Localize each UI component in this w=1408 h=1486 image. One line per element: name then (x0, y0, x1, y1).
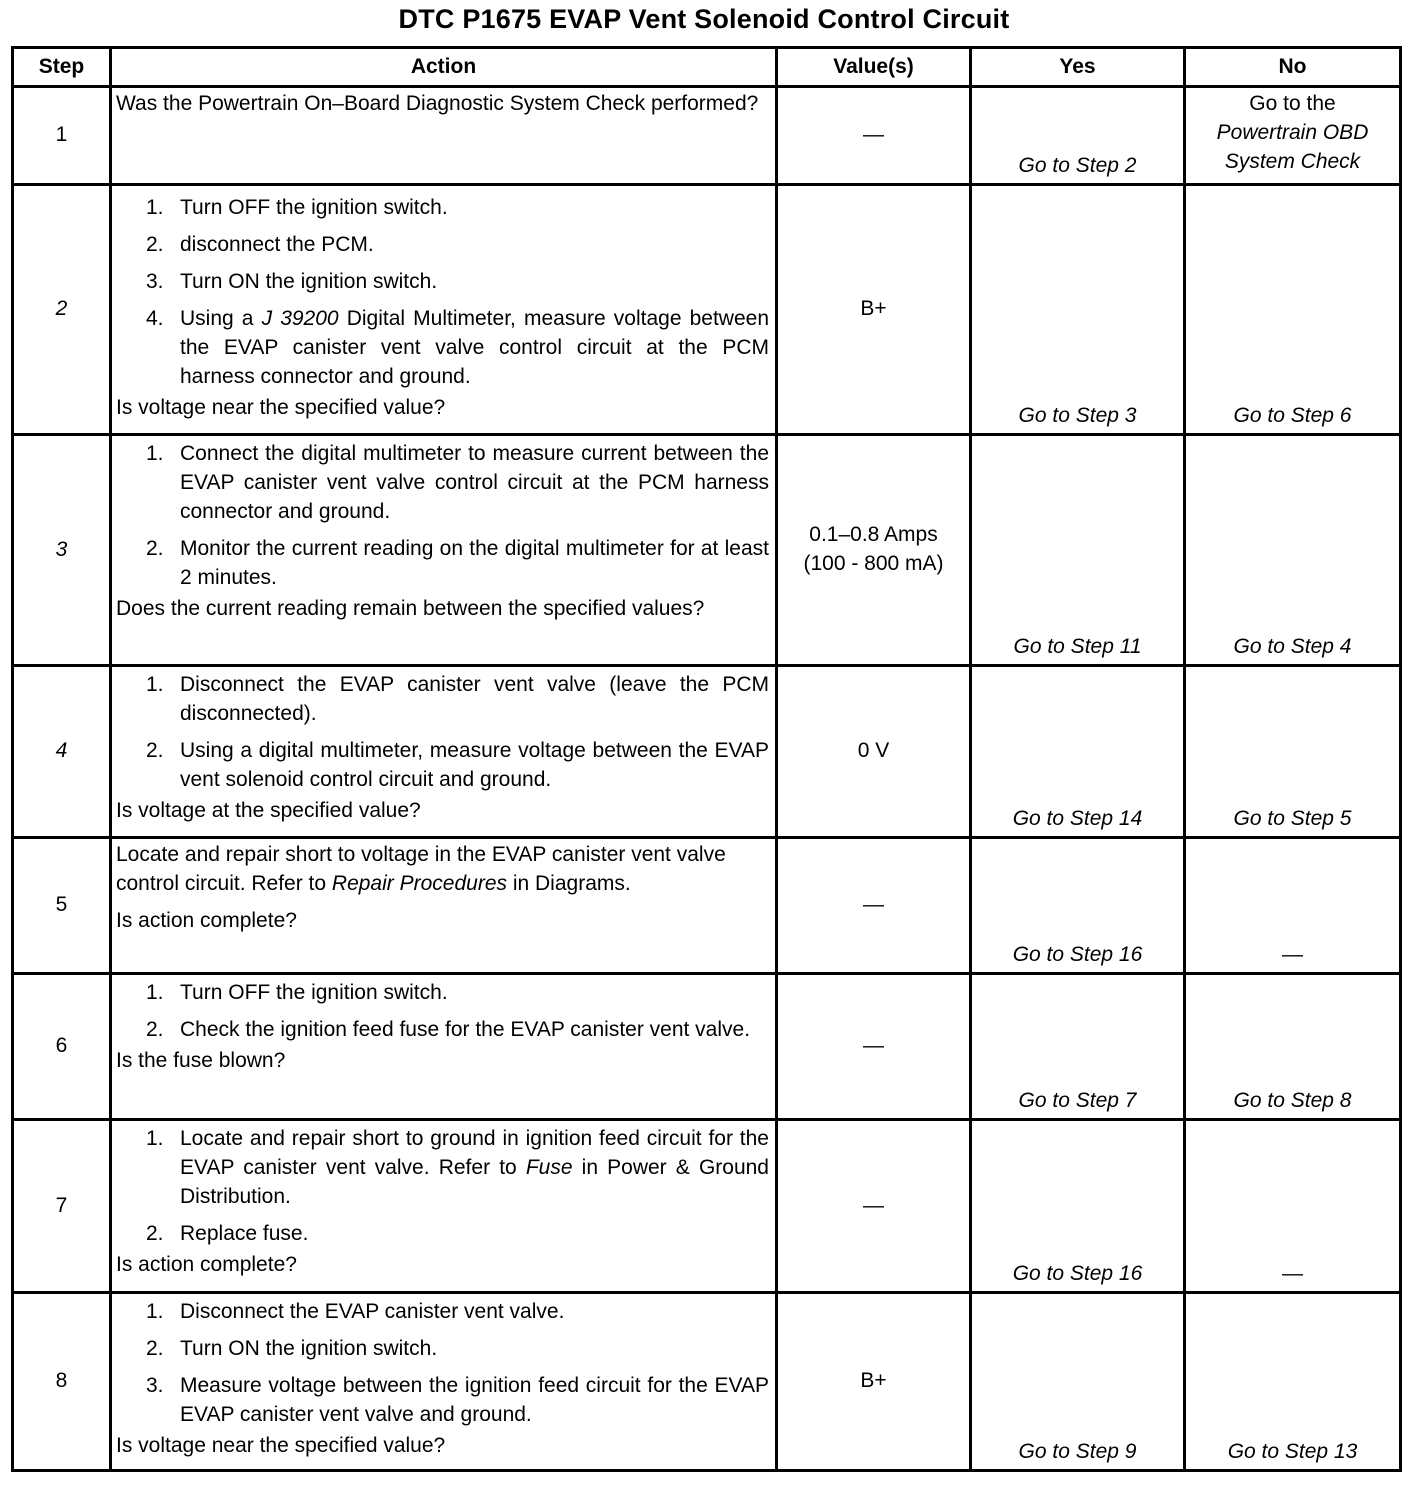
action-cell (111, 974, 777, 1120)
yes-cell: Go to Step 16 (971, 1120, 1185, 1293)
action-step: 2. Turn ON the ignition switch. (146, 1336, 438, 1360)
action-step: 2. Check the ignition feed fuse for the EVAP canister vent valve. (146, 1017, 751, 1041)
question-text: Is voltage at the specified value? (116, 798, 421, 822)
no-cell: Go to Step 5 (1185, 666, 1401, 838)
value-cell: — (777, 87, 971, 185)
action-step: 2. Replace fuse. (146, 1221, 309, 1245)
header-step: Step (13, 48, 111, 87)
action-step: 1. Turn OFF the ignition switch. (146, 196, 448, 219)
value-cell: B+ (777, 1293, 971, 1471)
step-number: 7 (13, 1120, 111, 1293)
action-step: 1. Disconnect the EVAP canister vent valve. (146, 1300, 565, 1323)
yes-cell: Go to Step 2 (971, 87, 1185, 185)
action-cell (111, 666, 777, 838)
no-line: Go to the (1249, 92, 1336, 115)
action-step: 2. Using a digital multimeter, measure voltage between the EVAP vent solenoid control circuit and ground. (146, 738, 769, 791)
action-step: 4. Using a J 39200 Digital Multimeter, measure voltage between the EVAP canister vent valve control circuit at the PCM harness connector and ground. (146, 306, 770, 388)
no-cell: Go to Step 8 (1185, 974, 1401, 1120)
question-text: Is the fuse blown? (116, 1048, 286, 1072)
value-cell: 0 V (777, 666, 971, 838)
action-cell (111, 1120, 777, 1293)
yes-cell: Go to Step 3 (971, 185, 1185, 435)
table-row (13, 1293, 1401, 1471)
header-yes: Yes (971, 48, 1185, 87)
yes-cell: Go to Step 9 (971, 1293, 1185, 1471)
header-values: Value(s) (777, 48, 971, 87)
action-cell (111, 838, 777, 974)
step-number: 1 (13, 87, 111, 185)
question-text: Is voltage near the specified value? (116, 395, 446, 419)
step-number: 2 (13, 185, 111, 435)
header-no: No (1185, 48, 1401, 87)
table-row (13, 185, 1401, 435)
value-cell: — (777, 838, 971, 974)
step-number: 8 (13, 1293, 111, 1471)
table-row (13, 838, 1401, 974)
no-cell (1185, 87, 1401, 185)
diagnostic-table (11, 46, 1402, 1472)
action-cell (111, 185, 777, 435)
table-row (13, 1120, 1401, 1293)
action-step: 1. Connect the digital multimeter to measure current between the EVAP canister vent valve control circuit at the PCM harness connector and ground. (146, 442, 769, 523)
table-row (13, 87, 1401, 185)
action-cell (111, 1293, 777, 1471)
action-step: 1. Disconnect the EVAP canister vent valve (leave the PCM disconnected). (146, 673, 769, 725)
table-row (13, 974, 1401, 1120)
action-step: 3. Measure voltage between the ignition feed circuit for the EVAP EVAP canister vent valve and ground. (146, 1373, 769, 1426)
table-row (13, 435, 1401, 666)
action-step: 2. disconnect the PCM. (146, 232, 374, 256)
no-line: Powertrain OBD (1216, 120, 1369, 144)
action-text: Locate and repair short to voltage in the EVAP canister vent valve control circuit. Refer to Repair Procedures in Diagrams. (116, 843, 726, 895)
header-row (13, 48, 1401, 87)
action-cell (111, 435, 777, 666)
question-text: Is action complete? (116, 908, 297, 932)
no-cell: — (1185, 1120, 1401, 1293)
no-cell: Go to Step 6 (1185, 185, 1401, 435)
question-text: Is action complete? (116, 1252, 297, 1276)
no-cell: Go to Step 4 (1185, 435, 1401, 666)
action-step: 1. Locate and repair short to ground in ignition feed circuit for the EVAP canister vent valve. Refer to Fuse in Power & Ground Distribution. (146, 1127, 769, 1208)
question-text: Is voltage near the specified value? (116, 1433, 446, 1457)
table-row (13, 666, 1401, 838)
page-title: DTC P1675 EVAP Vent Solenoid Control Circuit (398, 4, 1010, 34)
yes-cell: Go to Step 7 (971, 974, 1185, 1120)
action-step: 2. Monitor the current reading on the digital multimeter for at least 2 minutes. (146, 536, 769, 589)
yes-cell: Go to Step 11 (971, 435, 1185, 666)
value-cell: — (777, 974, 971, 1120)
no-cell: — (1185, 838, 1401, 974)
question-text: Does the current reading remain between the specified values? (116, 596, 705, 620)
action-step: 1. Turn OFF the ignition switch. (146, 981, 448, 1004)
header-action: Action (111, 48, 777, 87)
value-cell: — (777, 1120, 971, 1293)
step-number: 6 (13, 974, 111, 1120)
step-number: 5 (13, 838, 111, 974)
no-cell: Go to Step 13 (1185, 1293, 1401, 1471)
value-cell: 0.1–0.8 Amps (100 - 800 mA) (777, 435, 971, 666)
action-step: 3. Turn ON the ignition switch. (146, 269, 438, 293)
step-number: 4 (13, 666, 111, 838)
yes-cell: Go to Step 16 (971, 838, 1185, 974)
no-line: System Check (1224, 149, 1361, 173)
yes-cell: Go to Step 14 (971, 666, 1185, 838)
action-cell (111, 87, 777, 185)
step-number: 3 (13, 435, 111, 666)
action-text: Was the Powertrain On–Board Diagnostic System Check performed? (116, 92, 759, 115)
value-cell: B+ (777, 185, 971, 435)
